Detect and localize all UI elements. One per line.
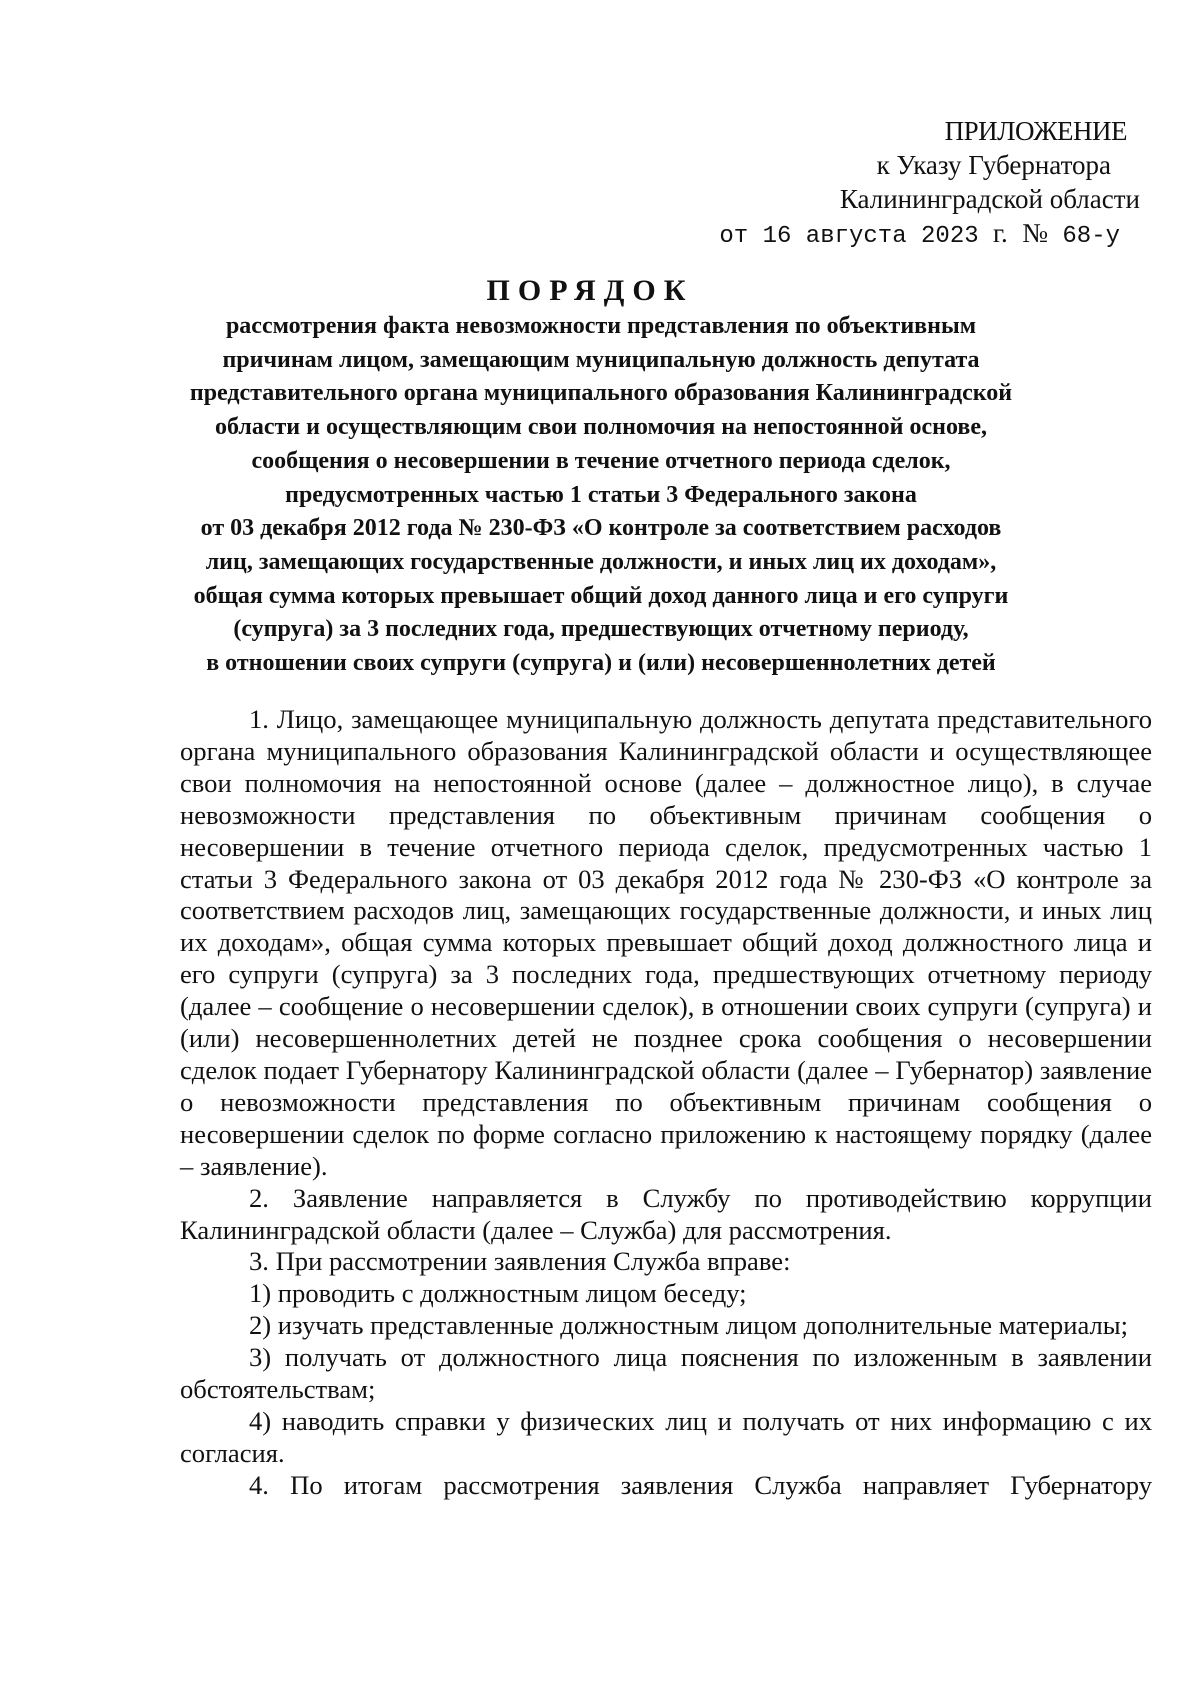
subtitle-line: общая сумма которых превышает общий доход данного лица и его супруги	[193, 582, 1009, 609]
list-item-3-1: 1) проводить с должностным лицом беседу;	[249, 1278, 747, 1309]
subtitle-line: области и осуществляющим свои полномочия на непостоянной основе,	[215, 414, 987, 441]
subtitle-line: сообщения о несовершении в течение отчетного периода сделок,	[251, 447, 951, 474]
annex-title: ПРИЛОЖЕНИЕ	[944, 116, 1127, 146]
list-item-3-3: 3) получать от должностного лица пояснения по изложенным в заявлении обстоятельствам;	[180, 1342, 1152, 1405]
document-subtitle	[160, 310, 1042, 681]
paragraph-3: 3. При рассмотрении заявления Служба вправе:	[249, 1246, 791, 1277]
annex-date: от 16 августа 2023	[719, 223, 979, 250]
paragraph-4: 4. По итогам рассмотрения заявления Служба направляет Губернатору	[249, 1469, 1152, 1500]
subtitle-line: предусмотренных частью 1 статьи 3 Федерального закона	[285, 481, 917, 508]
annex-number: 68-у	[1062, 223, 1120, 250]
list-item-3-2: 2) изучать представленные должностным лицом дополнительные материалы;	[249, 1310, 1129, 1341]
annex-to-decree: к Указу Губернатора	[876, 150, 1111, 180]
list-item-3-4: 4) наводить справки у физических лиц и получать от них информацию с их согласия.	[180, 1405, 1152, 1468]
paragraph-1: 1. Лицо, замещающее муниципальную должность депутата представительного органа муниципального образования Калининградской области и осуществляющее свои полномочия на непостоянной основе (далее – должностное лицо), в случае невозможности представления по объективным причинам сообщения о несовершении в течение отчетного периода сделок, предусмотренных частью 1 статьи 3 Федерального закона от 03 декабря 2012 года № 230-ФЗ «О контроле за соответствием расходов лиц, замещающих государственные должности, и иных лиц их доходам», общая сумма которых превышает общий доход должностного лица и его супруги (супруга) за 3 последних года, предшествующих отчетному периоду (далее – сообщение о несовершении сделок), в отношении своих супруги (супруга) и (или) несовершеннолетних детей не позднее срока сообщения о несовершении сделок подает Губернатору Калининградской области (далее – Губернатор) заявление о невозможности представления по объективным причинам сообщения о несовершении сделок по форме согласно приложению к настоящему порядку (далее – заявление).	[180, 704, 1152, 1181]
subtitle-line: (супруга) за 3 последних года, предшествующих отчетному периоду,	[233, 616, 969, 643]
subtitle-line: в отношении своих супруги (супруга) и (или) несовершеннолетних детей	[206, 650, 996, 677]
document-title: ПОРЯДОК	[486, 274, 694, 307]
annex-date-year-abbr: г.	[993, 218, 1008, 248]
subtitle-line: рассмотрения факта невозможности представления по объективным	[225, 313, 977, 339]
subtitle-line: представительного органа муниципального образования Калининградской	[189, 380, 1013, 407]
annex-date-line	[700, 216, 1140, 254]
subtitle-line: от 03 декабря 2012 года № 230-ФЗ «О контроле за соответствием расходов	[200, 515, 1002, 542]
subtitle-line: лиц, замещающих государственные должности, и иных лиц их доходам»,	[205, 548, 997, 575]
document-body	[180, 704, 1152, 1502]
subtitle-line: причинам лицом, замещающим муниципальную должность депутата	[222, 346, 980, 373]
annex-region: Калининградской области	[839, 184, 1140, 214]
annex-number-sign: №	[1022, 218, 1048, 248]
annex-block	[700, 114, 1140, 254]
paragraph-2: 2. Заявление направляется в Службу по противодействию коррупции Калининградской области (далее – Служба) для рассмотрения.	[180, 1182, 1152, 1245]
